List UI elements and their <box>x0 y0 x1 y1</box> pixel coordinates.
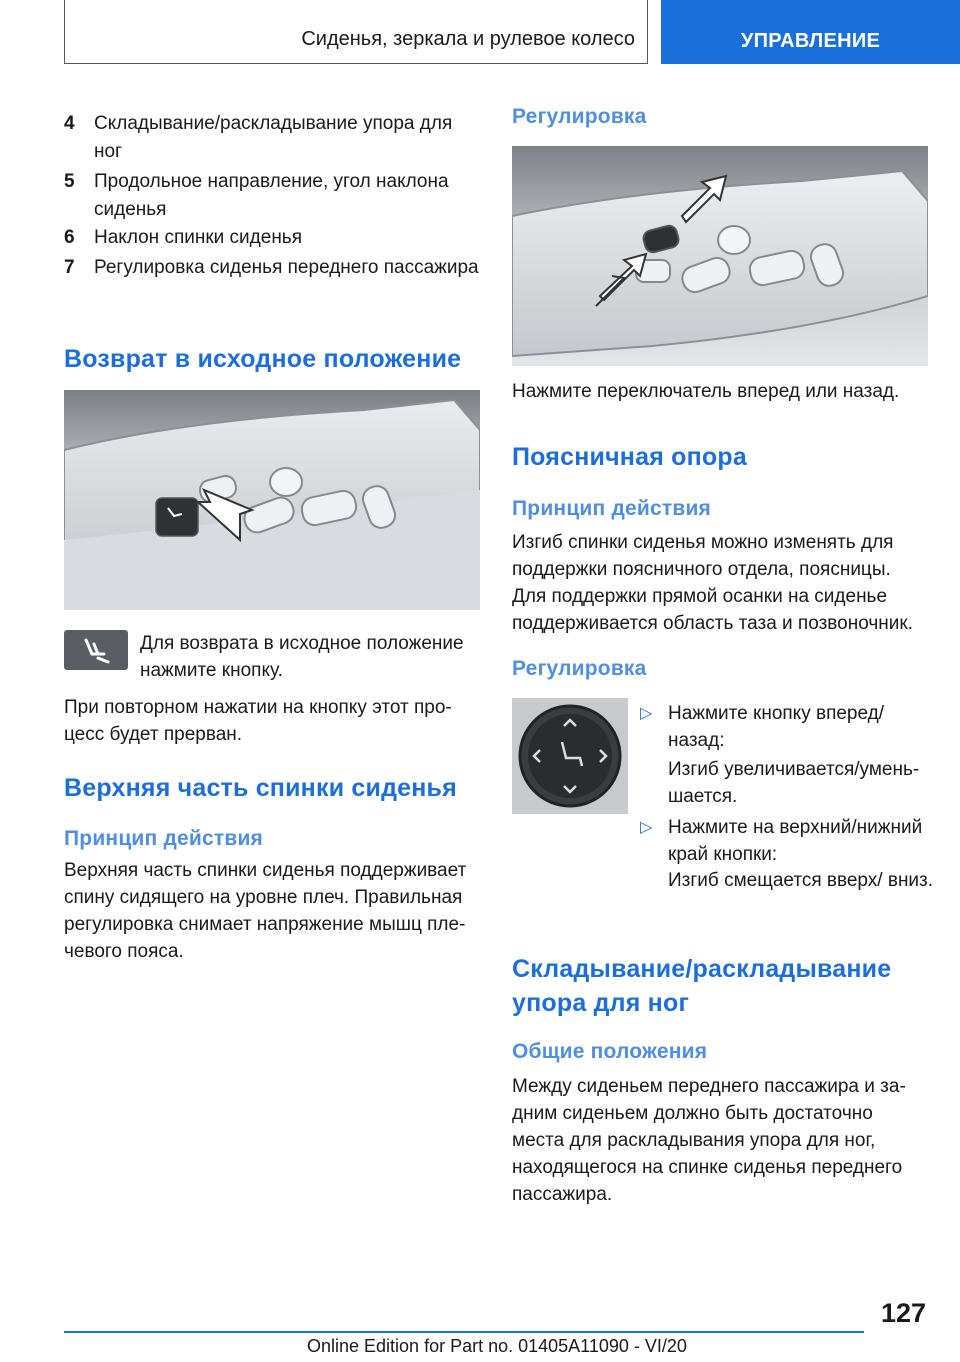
adjust-text: Нажмите переключатель вперед или назад. <box>512 381 900 402</box>
bullet-subtext: Изгиб увеличивается/уменьшается. <box>668 759 920 807</box>
seat-adjust-photo <box>512 146 928 366</box>
lumbar-adjust-heading: Регулировка <box>512 657 647 680</box>
item-number: 6 <box>64 227 75 248</box>
return-note: При повторном нажатии на кнопку этот процесс будет прерван. <box>64 697 452 745</box>
upper-backrest-heading: Верхняя часть спинки сиденья <box>64 774 457 802</box>
bullet-subtext: Изгиб смещается вверх/ вниз. <box>668 870 934 891</box>
item-text: Продольное направление, угол наклона сиденья <box>94 171 449 220</box>
triangle-bullet-icon: ▷ <box>640 819 653 836</box>
header-box <box>64 0 648 64</box>
item-text: Наклон спинки сиденья <box>94 227 302 248</box>
item-text: Складывание/раскладывание упора для ног <box>94 113 453 162</box>
lumbar-principle-heading: Принцип действия <box>512 497 712 520</box>
item-text: Регулировка сиденья переднего пассажира <box>94 257 479 278</box>
bullet-text: Нажмите кнопку вперед/ назад: <box>668 703 885 751</box>
lumbar-text: Изгиб спинки сиденья можно изменять для поддержки поясничного отдела, поясницы. Для поддержки прямой осанки на сиденье поддерживается область таза и позвоночник. <box>512 532 913 634</box>
upper-backrest-text: Верхняя часть спинки сиденья поддерживает спину сидящего на уровне плеч. Правильная регулировка снимает напряжение мышц плечевого пояса. <box>64 860 467 962</box>
triangle-bullet-icon: ▷ <box>640 705 653 722</box>
section-tab[interactable]: УПРАВЛЕНИЕ <box>661 0 960 64</box>
item-number: 7 <box>64 257 75 278</box>
item-number: 5 <box>64 171 75 192</box>
footer-divider <box>64 1331 864 1333</box>
chapter-title: Сиденья, зеркала и рулевое колесо <box>301 28 635 50</box>
return-heading: Возврат в исходное положение <box>64 345 462 373</box>
seat-controls-photo <box>64 390 480 610</box>
adjust-heading: Регулировка <box>512 105 647 128</box>
footrest-general-heading: Общие положения <box>512 1040 708 1063</box>
footrest-text: Между сиденьем переднего пассажира и задним сиденьем должно быть достаточно места для раскладывания упора для ног, находящегося на спинке сиденья переднего пассажира. <box>512 1076 906 1205</box>
lumbar-heading: Поясничная опора <box>512 443 747 471</box>
upper-principle-heading: Принцип действия <box>64 827 264 850</box>
page-number: 127 <box>880 1298 926 1328</box>
item-number: 4 <box>64 113 75 134</box>
seat-return-icon <box>64 630 128 670</box>
footrest-heading: Складывание/раскладывание упора для ног <box>512 955 892 1017</box>
lumbar-knob-photo <box>512 698 628 814</box>
return-button-text: Для возврата в исходное положение нажмите кнопку. <box>140 633 464 681</box>
bullet-text: Нажмите на верхний/нижний край кнопки: <box>668 817 923 865</box>
edition-text: Online Edition for Part no. 01405A11090 - VI/20 <box>307 1336 687 1356</box>
